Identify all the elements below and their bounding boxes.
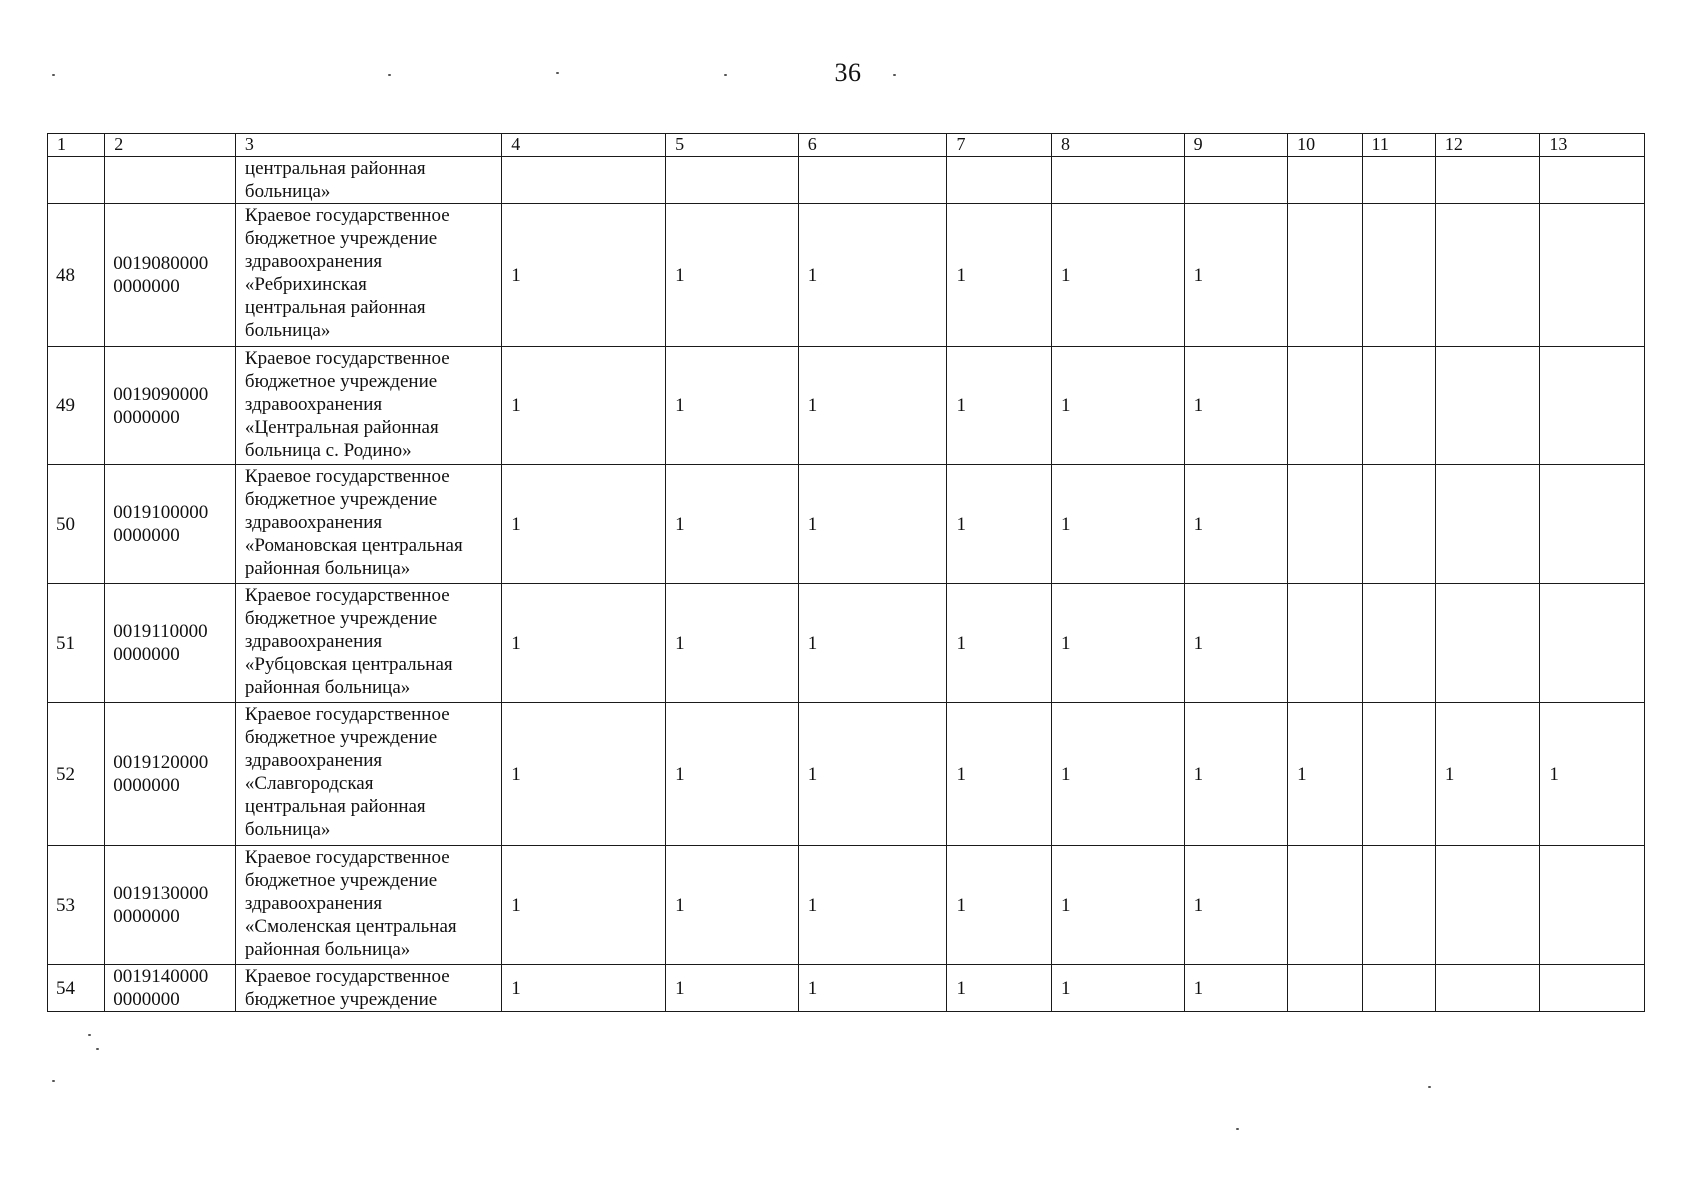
code-cell <box>105 703 236 846</box>
code-line: 0019100000 <box>113 502 209 523</box>
value-cell-col-4 <box>502 157 666 204</box>
value-cell-col-6: 1 <box>798 703 947 846</box>
institution-name-line: Краевое государственное <box>244 585 450 606</box>
table-row <box>48 204 1645 347</box>
value-cell-col-13 <box>1540 347 1645 465</box>
value-cell-col-8: 1 <box>1051 347 1184 465</box>
value-cell-col-11 <box>1362 204 1435 347</box>
value-cell-col-5: 1 <box>666 965 799 1012</box>
value-cell-col-10 <box>1288 204 1362 347</box>
column-header-6: 6 <box>798 134 947 157</box>
scan-speck <box>556 72 559 74</box>
institution-name-line: бюджетное учреждение <box>244 489 438 510</box>
value-cell-col-11 <box>1362 584 1435 703</box>
column-header-2: 2 <box>105 134 236 157</box>
data-table <box>47 133 1645 1012</box>
code-line: 0000000 <box>113 989 180 1010</box>
table-header <box>48 134 1645 157</box>
value-cell-col-6: 1 <box>798 465 947 584</box>
code-line: 0019110000 <box>113 621 208 642</box>
institution-name-line: «Романовская центральная <box>244 535 463 556</box>
column-header-7: 7 <box>947 134 1052 157</box>
institution-name-line: центральная районная <box>244 297 426 318</box>
value-cell-col-5 <box>666 157 799 204</box>
value-cell-col-8: 1 <box>1051 204 1184 347</box>
value-cell-col-4: 1 <box>502 965 666 1012</box>
row-number-cell: 49 <box>48 347 105 465</box>
column-header-4: 4 <box>502 134 666 157</box>
institution-name-cell <box>235 584 501 703</box>
column-header-5: 5 <box>666 134 799 157</box>
scan-speck <box>52 74 55 76</box>
institution-name-line: здравоохранения <box>244 750 383 771</box>
value-cell-col-6: 1 <box>798 584 947 703</box>
table-row <box>48 846 1645 965</box>
column-header-13: 13 <box>1540 134 1645 157</box>
institution-name-line: бюджетное учреждение <box>244 228 438 249</box>
scan-speck <box>724 74 727 76</box>
value-cell-col-9: 1 <box>1184 465 1288 584</box>
code-cell <box>105 465 236 584</box>
value-cell-col-4: 1 <box>502 347 666 465</box>
value-cell-col-8 <box>1051 157 1184 204</box>
institution-name-line: здравоохранения <box>244 251 383 272</box>
value-cell-col-4: 1 <box>502 204 666 347</box>
institution-name-cell <box>235 204 501 347</box>
code-line: 0019090000 <box>113 383 209 405</box>
column-header-1: 1 <box>48 134 105 157</box>
code-cell <box>105 584 236 703</box>
institution-name-line: больница с. Родино» <box>244 440 412 461</box>
value-cell-col-11 <box>1362 347 1435 465</box>
scan-speck <box>388 74 391 76</box>
value-cell-col-9: 1 <box>1184 347 1288 465</box>
value-cell-col-4: 1 <box>502 584 666 703</box>
institution-name-cell <box>235 703 501 846</box>
code-line: 0019080000 <box>113 253 209 274</box>
scan-speck <box>52 1080 55 1082</box>
value-cell-col-8: 1 <box>1051 703 1184 846</box>
institution-name-cell <box>235 965 501 1012</box>
institution-name-line: здравоохранения <box>244 394 383 415</box>
code-cell <box>105 846 236 965</box>
value-cell-col-5: 1 <box>666 465 799 584</box>
institution-name-line: районная больница» <box>244 677 411 698</box>
value-cell-col-9 <box>1184 157 1288 204</box>
table-row <box>48 703 1645 846</box>
institution-name-cell <box>235 157 501 204</box>
scan-speck <box>88 1034 91 1036</box>
table-row <box>48 347 1645 465</box>
institution-name-line: Краевое государственное <box>244 847 450 868</box>
value-cell-col-5: 1 <box>666 703 799 846</box>
row-number-cell: 51 <box>48 584 105 703</box>
value-cell-col-11 <box>1362 157 1435 204</box>
column-header-3: 3 <box>235 134 501 157</box>
table-body <box>48 157 1645 1012</box>
institution-name-line: «Рубцовская центральная <box>244 654 453 675</box>
column-header-12: 12 <box>1435 134 1540 157</box>
value-cell-col-4: 1 <box>502 465 666 584</box>
value-cell-col-5: 1 <box>666 204 799 347</box>
institution-name-line: районная больница» <box>244 939 411 960</box>
value-cell-col-12: 1 <box>1435 703 1540 846</box>
institution-name-line: больница» <box>244 819 331 840</box>
value-cell-col-10 <box>1288 584 1362 703</box>
value-cell-col-9: 1 <box>1184 846 1288 965</box>
value-cell-col-13 <box>1540 584 1645 703</box>
value-cell-col-12 <box>1435 584 1540 703</box>
column-header-8: 8 <box>1051 134 1184 157</box>
value-cell-col-6: 1 <box>798 204 947 347</box>
value-cell-col-13 <box>1540 965 1645 1012</box>
column-header-11: 11 <box>1362 134 1435 157</box>
institution-name-line: «Центральная районная <box>244 417 439 438</box>
code-cell <box>105 204 236 347</box>
institution-name-cell <box>235 465 501 584</box>
institution-name-line: центральная районная <box>244 796 426 817</box>
code-line: 0000000 <box>113 775 180 796</box>
value-cell-col-6 <box>798 157 947 204</box>
institution-name-line: больница» <box>244 320 331 341</box>
value-cell-col-13 <box>1540 846 1645 965</box>
row-number-cell: 48 <box>48 204 105 347</box>
institution-name-line: бюджетное учреждение <box>244 727 438 748</box>
institution-name-line: Краевое государственное <box>244 466 450 487</box>
code-line: 0000000 <box>113 525 180 546</box>
value-cell-col-11 <box>1362 703 1435 846</box>
value-cell-col-8: 1 <box>1051 465 1184 584</box>
institution-name-cell <box>235 347 501 465</box>
institution-name-line: здравоохранения <box>244 631 383 652</box>
value-cell-col-7: 1 <box>947 846 1052 965</box>
value-cell-col-10: 1 <box>1288 703 1362 846</box>
institution-name-line: «Смоленская центральная <box>244 916 457 937</box>
institution-name-line: бюджетное учреждение <box>244 608 438 629</box>
value-cell-col-12 <box>1435 465 1540 584</box>
value-cell-col-7 <box>947 157 1052 204</box>
value-cell-col-13: 1 <box>1540 703 1645 846</box>
value-cell-col-6: 1 <box>798 846 947 965</box>
value-cell-col-4: 1 <box>502 846 666 965</box>
value-cell-col-12 <box>1435 347 1540 465</box>
value-cell-col-13 <box>1540 465 1645 584</box>
value-cell-col-8: 1 <box>1051 846 1184 965</box>
scan-speck <box>1236 1128 1239 1130</box>
institution-name-line: центральная районная <box>244 158 426 179</box>
scan-speck <box>96 1048 99 1050</box>
column-header-9: 9 <box>1184 134 1288 157</box>
institution-name-line: «Славгородская <box>244 773 374 794</box>
value-cell-col-10 <box>1288 347 1362 465</box>
value-cell-col-13 <box>1540 157 1645 204</box>
header-row <box>48 134 1645 157</box>
code-line: 0000000 <box>113 406 180 428</box>
value-cell-col-7: 1 <box>947 465 1052 584</box>
institution-name-line: Краевое государственное <box>244 348 450 369</box>
value-cell-col-5: 1 <box>666 584 799 703</box>
value-cell-col-12 <box>1435 157 1540 204</box>
code-line: 0000000 <box>113 276 180 297</box>
table-row <box>48 584 1645 703</box>
institution-name-line: бюджетное учреждение <box>244 371 438 392</box>
value-cell-col-10 <box>1288 846 1362 965</box>
table-row <box>48 157 1645 204</box>
value-cell-col-4: 1 <box>502 703 666 846</box>
value-cell-col-10 <box>1288 465 1362 584</box>
institution-name-line: бюджетное учреждение <box>244 989 438 1010</box>
code-line: 0019130000 <box>113 883 209 904</box>
value-cell-col-7: 1 <box>947 965 1052 1012</box>
value-cell-col-12 <box>1435 965 1540 1012</box>
value-cell-col-12 <box>1435 204 1540 347</box>
institution-name-line: Краевое государственное <box>244 205 450 226</box>
value-cell-col-7: 1 <box>947 347 1052 465</box>
value-cell-col-10 <box>1288 965 1362 1012</box>
value-cell-col-5: 1 <box>666 846 799 965</box>
row-number-cell: 53 <box>48 846 105 965</box>
row-number-cell: 50 <box>48 465 105 584</box>
value-cell-col-6: 1 <box>798 347 947 465</box>
institution-name-cell <box>235 846 501 965</box>
page-number: 36 <box>834 58 862 87</box>
institution-name-line: бюджетное учреждение <box>244 870 438 891</box>
value-cell-col-8: 1 <box>1051 965 1184 1012</box>
code-line: 0019120000 <box>113 752 209 773</box>
scan-speck <box>1428 1086 1431 1088</box>
code-cell <box>105 157 236 204</box>
code-line: 0000000 <box>113 644 180 665</box>
code-line: 0019140000 <box>113 966 209 987</box>
scan-speck <box>893 74 896 76</box>
value-cell-col-6: 1 <box>798 965 947 1012</box>
row-number-cell <box>48 157 105 204</box>
institution-name-line: Краевое государственное <box>244 966 450 987</box>
value-cell-col-11 <box>1362 465 1435 584</box>
value-cell-col-9: 1 <box>1184 703 1288 846</box>
value-cell-col-12 <box>1435 846 1540 965</box>
code-cell <box>105 347 236 465</box>
value-cell-col-11 <box>1362 965 1435 1012</box>
value-cell-col-9: 1 <box>1184 965 1288 1012</box>
value-cell-col-10 <box>1288 157 1362 204</box>
value-cell-col-5: 1 <box>666 347 799 465</box>
institution-name-line: больница» <box>244 181 331 202</box>
institution-name-line: здравоохранения <box>244 512 383 533</box>
value-cell-col-9: 1 <box>1184 584 1288 703</box>
value-cell-col-9: 1 <box>1184 204 1288 347</box>
institution-name-line: «Ребрихинская <box>244 274 367 295</box>
value-cell-col-11 <box>1362 846 1435 965</box>
row-number-cell: 54 <box>48 965 105 1012</box>
value-cell-col-8: 1 <box>1051 584 1184 703</box>
code-line: 0000000 <box>113 906 180 927</box>
value-cell-col-7: 1 <box>947 584 1052 703</box>
code-cell <box>105 965 236 1012</box>
institution-name-line: районная больница» <box>244 558 411 579</box>
table-row <box>48 965 1645 1012</box>
value-cell-col-7: 1 <box>947 703 1052 846</box>
value-cell-col-13 <box>1540 204 1645 347</box>
column-header-10: 10 <box>1288 134 1362 157</box>
value-cell-col-7: 1 <box>947 204 1052 347</box>
table-row <box>48 465 1645 584</box>
institution-name-line: здравоохранения <box>244 893 383 914</box>
institution-name-line: Краевое государственное <box>244 704 450 725</box>
row-number-cell: 52 <box>48 703 105 846</box>
